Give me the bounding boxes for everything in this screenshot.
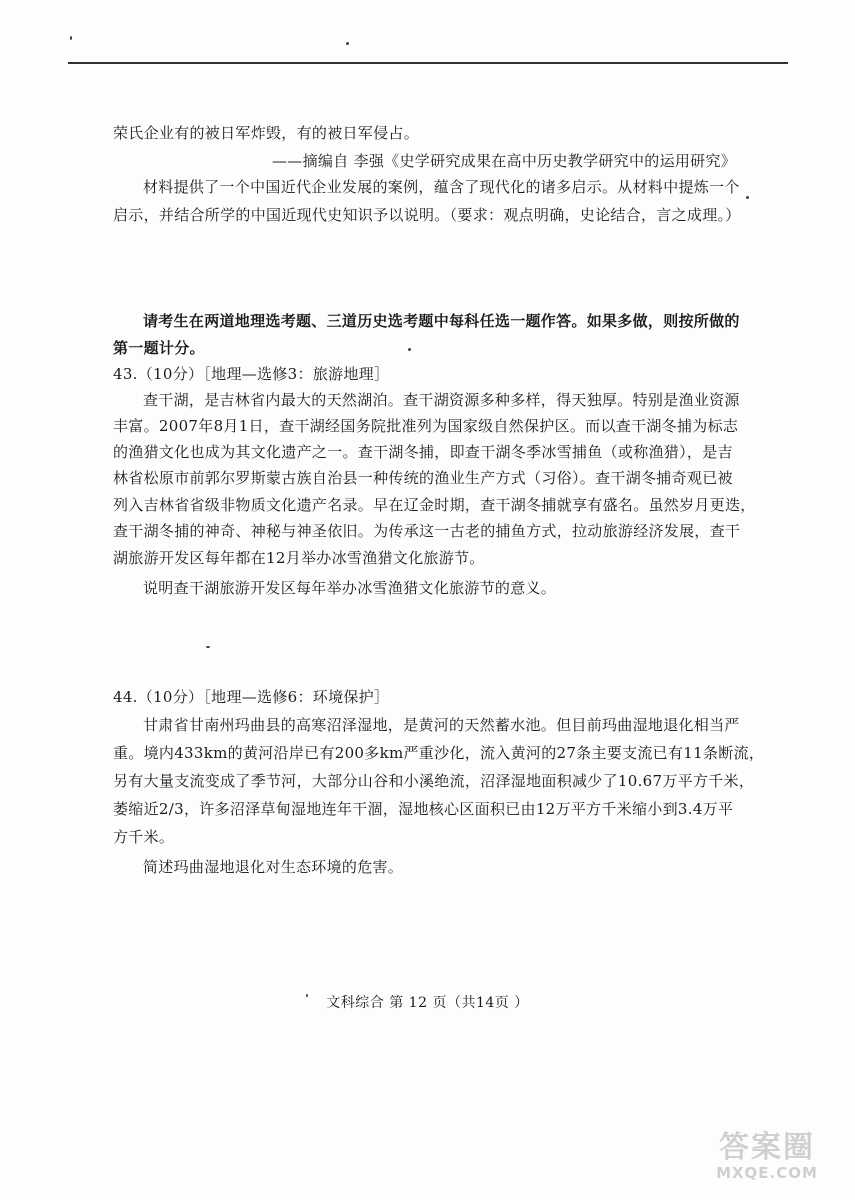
instruction-line: 请考生在两道地理选考题、三道历史选考题中每科任选一题作答。如果多做，则按所做的 bbox=[143, 312, 740, 330]
question-43-line: 查干湖，是吉林省内最大的天然湖泊。查干湖资源多种多样，得天独厚。特别是渔业资源 bbox=[143, 391, 740, 409]
question-44-line: 重。境内433km的黄河沿岸已有200多km严重沙化，流入黄河的27条主要支流已有11条断流， bbox=[113, 744, 765, 762]
question-43-line: 湖旅游开发区每年都在12月举办冰雪渔猎文化旅游节。 bbox=[113, 549, 485, 567]
material-line: 荣氏企业有的被日军炸毁，有的被日军侵占。 bbox=[113, 124, 420, 142]
question-44-line: 方千米。 bbox=[113, 828, 175, 846]
scan-speck bbox=[70, 36, 72, 40]
scan-speck bbox=[206, 646, 210, 648]
watermark-logo bbox=[697, 1132, 837, 1186]
watermark-main-text: 答案圈 bbox=[719, 1130, 815, 1165]
question-43-header: 43.（10分）［地理—选修3：旅游地理］ bbox=[113, 365, 390, 383]
question-43-prompt: 说明查干湖旅游开发区每年举办冰雪渔猎文化旅游节的意义。 bbox=[143, 579, 557, 597]
watermark-sub-text: MXQE.COM bbox=[716, 1164, 818, 1182]
question-43-line: 的渔猎文化也成为其文化遗产之一。查干湖冬捕，即查干湖冬季冰雪捕鱼（或称渔猎），是吉 bbox=[113, 443, 733, 461]
question-44-line: 另有大量支流变成了季节河，大部分山谷和小溪绝流，沼泽湿地面积减少了10.67万平方千米， bbox=[113, 772, 755, 790]
page-footer: 文科综合 第 12 页（共14页 ） bbox=[326, 995, 529, 1011]
question-44-line: 萎缩近2/3，许多沼泽草甸湿地连年干涸，湿地核心区面积已由12万平方千米缩小到3.4万平 bbox=[113, 800, 734, 818]
question-43-line: 丰富。2007年8月1日，查干湖经国务院批准列为国家级自然保护区。而以查干湖冬捕为标志 bbox=[113, 417, 739, 435]
question-43-line: 列入吉林省省级非物质文化遗产名录。早在辽金时期，查干湖冬捕就享有盛名。虽然岁月更迭， bbox=[113, 496, 756, 514]
material-citation: ——摘编自 李强《史学研究成果在高中历史教学研究中的运用研究》 bbox=[272, 152, 737, 170]
scan-speck bbox=[408, 348, 411, 351]
question-43-line: 查干湖冬捕的神奇、神秘与神圣依旧。为传承这一古老的捕鱼方式，拉动旅游经济发展，查干 bbox=[113, 522, 741, 540]
question-44-prompt: 简述玛曲湿地退化对生态环境的危害。 bbox=[143, 858, 404, 876]
top-rule bbox=[68, 62, 788, 64]
material-question-line: 启示，并结合所学的中国近现代史知识予以说明。（要求：观点明确，史论结合，言之成理。） bbox=[113, 206, 741, 224]
scan-speck bbox=[746, 196, 749, 199]
question-44-header: 44.（10分）［地理—选修6：环境保护］ bbox=[113, 688, 390, 706]
instruction-line: 第一题计分。 bbox=[113, 339, 205, 357]
question-44-line: 甘肃省甘南州玛曲县的高寒沼泽湿地，是黄河的天然蓄水池。但目前玛曲湿地退化相当严 bbox=[143, 716, 740, 734]
material-question-line: 材料提供了一个中国近代企业发展的案例，蕴含了现代化的诸多启示。从材料中提炼一个 bbox=[143, 178, 740, 196]
scan-speck bbox=[346, 42, 349, 45]
question-43-line: 林省松原市前郭尔罗斯蒙古族自治县一种传统的渔业生产方式（习俗）。查干湖冬捕奇观已被 bbox=[113, 469, 733, 487]
